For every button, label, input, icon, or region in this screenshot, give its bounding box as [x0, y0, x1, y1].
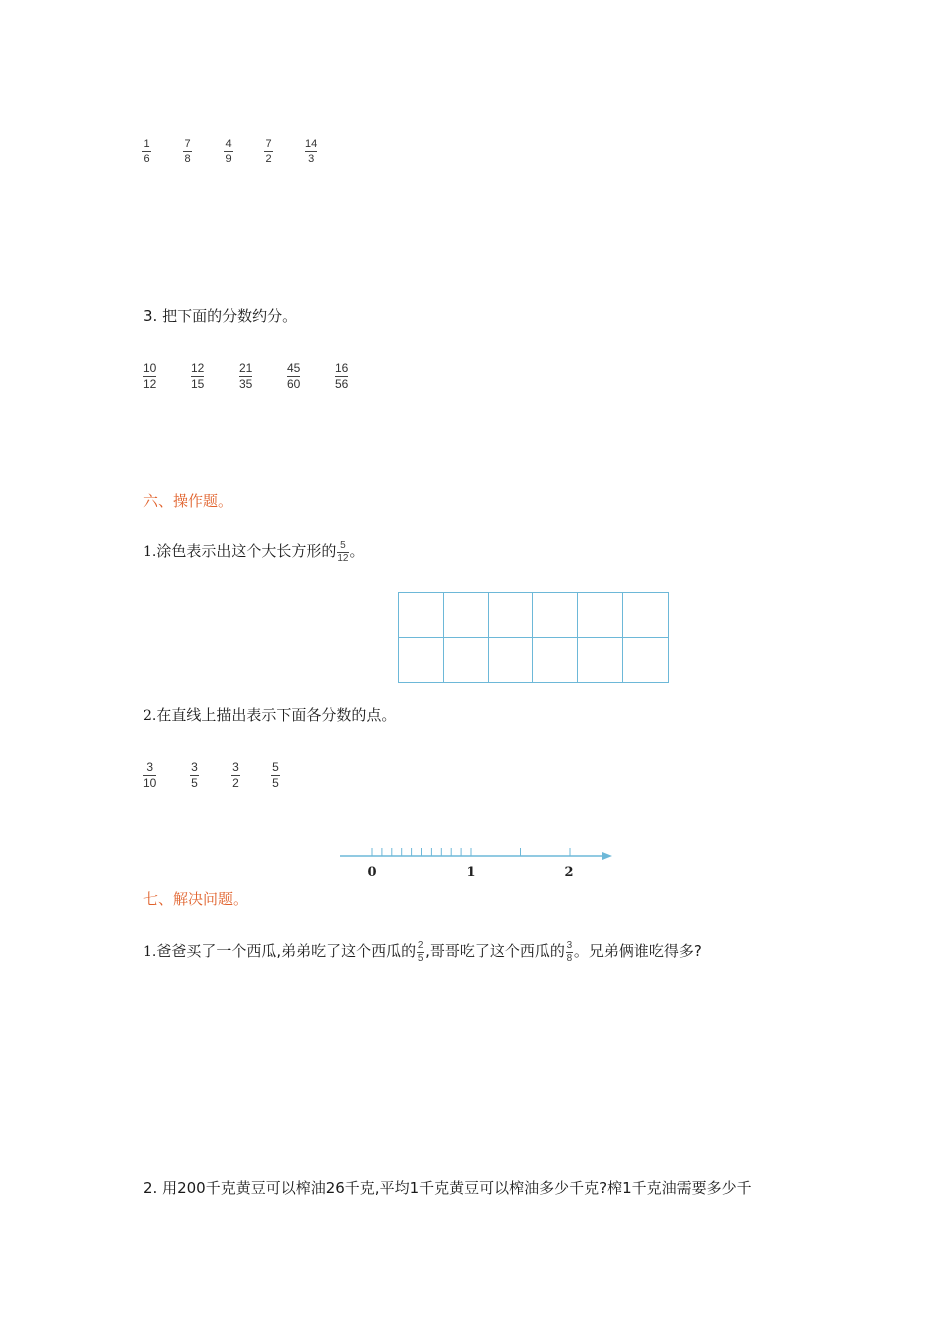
fraction	[190, 761, 199, 790]
denominator: 3	[308, 153, 315, 165]
question-number: 1.	[143, 944, 157, 960]
denominator: 60	[287, 377, 301, 391]
numerator: 21	[239, 361, 253, 375]
denominator: 35	[239, 377, 253, 391]
fraction	[239, 362, 252, 391]
inline-fraction: $\frac{5}{12}$	[337, 540, 349, 564]
question-suffix: 。	[349, 542, 365, 560]
fraction	[143, 362, 156, 391]
grid-cell[interactable]	[623, 638, 668, 683]
grid-cell[interactable]	[578, 638, 623, 683]
grid-cell[interactable]	[444, 593, 489, 638]
arrow-right-icon	[602, 852, 612, 860]
numerator: 10	[143, 361, 157, 375]
section-7-question-2: 2. 用200千克黄豆可以榨油26千克,平均1千克黄豆可以榨油多少千克?榨1千克油需要多少千	[143, 1179, 752, 1197]
denominator: 2	[265, 153, 272, 165]
fraction	[224, 138, 233, 165]
grid-cell[interactable]	[533, 638, 578, 683]
denominator: 10	[143, 776, 157, 790]
grid-cell[interactable]	[399, 638, 444, 683]
grid-cell[interactable]	[623, 593, 668, 638]
denominator: 12	[143, 377, 157, 391]
fraction	[335, 362, 348, 391]
fraction	[305, 138, 317, 165]
tick-label-2: 2	[564, 865, 574, 880]
denominator: 9	[225, 153, 232, 165]
numerator: 3	[146, 760, 154, 774]
tick-label-0: 0	[367, 865, 377, 880]
denominator: 56	[335, 377, 349, 391]
numerator: 12	[191, 361, 205, 375]
numerator: 14	[305, 138, 318, 150]
question-text: 爸爸买了一个西瓜,弟弟吃了这个西瓜的	[156, 942, 417, 960]
section-7-heading: 七、解决问题。	[143, 890, 249, 908]
denominator: 2	[232, 776, 239, 790]
denominator: 8	[184, 153, 191, 165]
numerator: 7	[265, 138, 272, 150]
question-text: 在直线上描出表示下面各分数的点。	[156, 706, 397, 724]
grid-cell[interactable]	[399, 593, 444, 638]
grid-cell[interactable]	[444, 638, 489, 683]
rectangle-grid[interactable]	[398, 592, 669, 683]
question-text: ,哥哥吃了这个西瓜的	[425, 942, 565, 960]
grid-cell[interactable]	[489, 593, 534, 638]
fraction	[191, 362, 204, 391]
question-number: 2.	[143, 708, 157, 724]
section-6-question-1	[143, 540, 365, 563]
grid-cell[interactable]	[533, 593, 578, 638]
question-3-text: 3. 把下面的分数约分。	[143, 307, 298, 325]
numerator: 45	[287, 361, 301, 375]
number-line-ticks	[372, 848, 570, 856]
tick-label-1: 1	[466, 865, 476, 880]
numerator: 5	[272, 760, 279, 774]
numerator: 4	[225, 138, 232, 150]
question-text: 涂色表示出这个大长方形的	[156, 542, 337, 560]
numerator: 1	[143, 138, 150, 150]
grid-cell[interactable]	[489, 638, 534, 683]
denominator: 5	[272, 776, 279, 790]
numerator: 3	[191, 760, 198, 774]
numerator: 3	[232, 760, 239, 774]
number-line[interactable]	[330, 840, 630, 885]
inline-fraction: $\frac{3}{8}$	[566, 940, 573, 964]
numerator: 16	[335, 361, 349, 375]
section-7-question-1	[143, 940, 702, 963]
fraction	[264, 138, 273, 165]
denominator: 6	[143, 153, 150, 165]
fraction	[271, 761, 280, 790]
fraction	[287, 362, 300, 391]
fraction	[143, 761, 156, 790]
denominator: 15	[191, 377, 205, 391]
grid-cell[interactable]	[578, 593, 623, 638]
numerator: 7	[184, 138, 191, 150]
inline-fraction: $\frac{2}{5}$	[417, 940, 424, 964]
denominator: 5	[191, 776, 198, 790]
fraction	[142, 138, 151, 165]
fraction	[183, 138, 192, 165]
section-6-question-2	[143, 705, 396, 726]
section-6-heading: 六、操作题。	[143, 492, 234, 510]
question-number: 1.	[143, 544, 157, 560]
question-text: 。兄弟俩谁吃得多?	[573, 942, 702, 960]
fraction	[231, 761, 240, 790]
